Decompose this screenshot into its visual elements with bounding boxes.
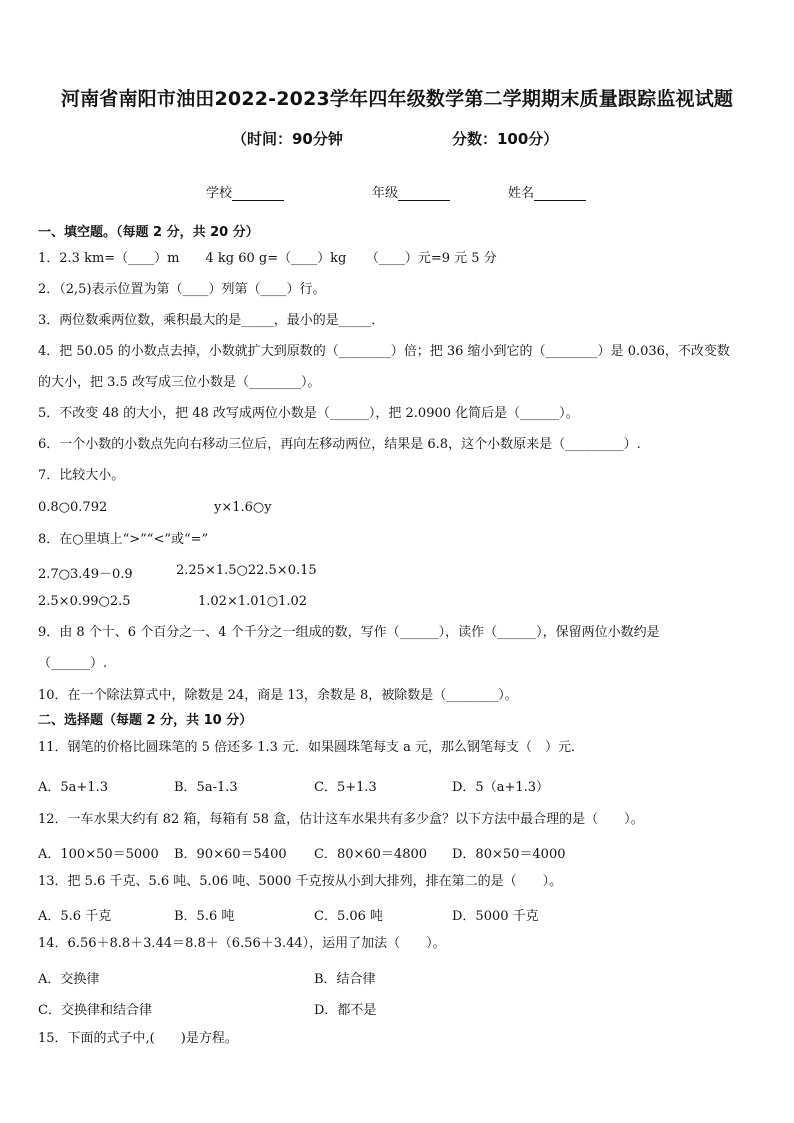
exam-title: 河南省南阳市油田2022-2023学年四年级数学第二学期期末质量跟踪监视试题: [60, 88, 734, 110]
question-2: 2．（2,5)表示位置为第（____）列第（____）行。: [38, 282, 326, 297]
grade-label: 年级: [372, 186, 399, 201]
q12-option-d[interactable]: D．80×50＝4000: [452, 847, 566, 862]
question-9-line2: （______）.: [38, 656, 108, 671]
name-label: 姓名: [508, 186, 535, 201]
question-12: 12．一车水果大约有 82 箱，每箱有 58 盒，估计这车水果共有多少盒？以下方法中最合理的是（ ）。: [38, 812, 644, 827]
question-7-right: y×1.6○y: [214, 500, 272, 515]
name-blank[interactable]: [534, 186, 586, 201]
q13-option-d[interactable]: D．5000 千克: [452, 909, 539, 924]
name-field: [508, 182, 586, 201]
question-8-r2-left: 2.5×0.99○2.5: [38, 594, 131, 609]
question-7: 7．比较大小。: [38, 468, 125, 483]
school-field: [206, 182, 284, 201]
q14-option-d[interactable]: D．都不是: [314, 1003, 377, 1018]
section1-heading: 一、填空题。（每题 2 分，共 20 分）: [38, 225, 259, 240]
question-8-r1-right: 2.25×1.5○22.5×0.15: [176, 563, 317, 578]
school-blank[interactable]: [232, 186, 284, 201]
grade-blank[interactable]: [398, 186, 450, 201]
question-8: 8．在○里填上“>”“<”或“=”: [38, 532, 209, 547]
question-6: 6．一个小数的小数点先向右移动三位后，再向左移动两位，结果是 6.8，这个小数原来是（_________）.: [38, 437, 641, 452]
q12-option-c[interactable]: C．80×60＝4800: [314, 847, 428, 862]
q13-option-c[interactable]: C．5.06 吨: [314, 909, 384, 924]
q14-option-b[interactable]: B．结合律: [314, 972, 376, 987]
question-7-left: 0.8○0.792: [38, 500, 108, 515]
question-11: 11．钢笔的价格比圆珠笔的 5 倍还多 1.3 元．如果圆珠笔每支 a 元，那么钢笔每支（ ）元．: [38, 740, 585, 755]
q11-option-c[interactable]: C．5+1.3: [314, 780, 377, 795]
q11-option-a[interactable]: A．5a+1.3: [38, 780, 108, 795]
q14-option-a[interactable]: A．交换律: [38, 972, 100, 987]
q12-option-b[interactable]: B．90×60＝5400: [174, 847, 287, 862]
grade-field: [372, 182, 450, 201]
question-15: 15．下面的式子中,( )是方程。: [38, 1031, 238, 1046]
question-8-r1-left: 2.7○3.49－0.9: [38, 567, 133, 582]
q11-option-d[interactable]: D．5（a+1.3）: [452, 780, 550, 795]
question-13: 13．把 5.6 千克、5.6 吨、5.06 吨、5000 千克按从小到大排列，排在第二的是（ ）。: [38, 874, 563, 889]
question-9-line1: 9．由 8 个十、6 个百分之一、4 个千分之一组成的数，写作（______），读作（______），保留两位小数约是: [38, 625, 660, 640]
question-10: 10．在一个除法算式中，除数是 24，商是 13，余数是 8，被除数是（________）。: [38, 688, 518, 703]
q13-option-a[interactable]: A．5.6 千克: [38, 909, 112, 924]
q12-option-a[interactable]: A．100×50＝5000: [38, 847, 159, 862]
question-4-line2: 的大小，把 3.5 改写成三位小数是（________）。: [38, 375, 321, 390]
q14-option-c[interactable]: C．交换律和结合律: [38, 1003, 152, 1018]
q13-option-b[interactable]: B．5.6 吨: [174, 909, 235, 924]
exam-score: 分数：100分）: [452, 130, 559, 148]
question-14: 14．6.56＋8.8＋3.44＝8.8＋（6.56＋3.44），运用了加法（ ）。: [38, 936, 446, 951]
school-label: 学校: [206, 186, 233, 201]
question-1: 1．2.3 km=（____）m 4 kg 60 g=（____）kg （____）元=9 元 5 分: [38, 251, 497, 266]
section2-heading: 二、选择题（每题 2 分，共 10 分）: [38, 713, 253, 728]
q11-option-b[interactable]: B．5a-1.3: [174, 780, 238, 795]
question-8-r2-right: 1.02×1.01○1.02: [198, 594, 308, 609]
question-4-line1: 4．把 50.05 的小数点去掉，小数就扩大到原数的（________）倍；把 36 缩小到它的（________）是 0.036，不改变数: [38, 344, 730, 359]
question-5: 5．不改变 48 的大小，把 48 改写成两位小数是（______），把 2.0900 化简后是（______）。: [38, 406, 579, 421]
exam-time: （时间：90分钟: [232, 130, 343, 148]
question-3: 3．两位数乘两位数，乘积最大的是_____，最小的是_____．: [38, 313, 385, 328]
